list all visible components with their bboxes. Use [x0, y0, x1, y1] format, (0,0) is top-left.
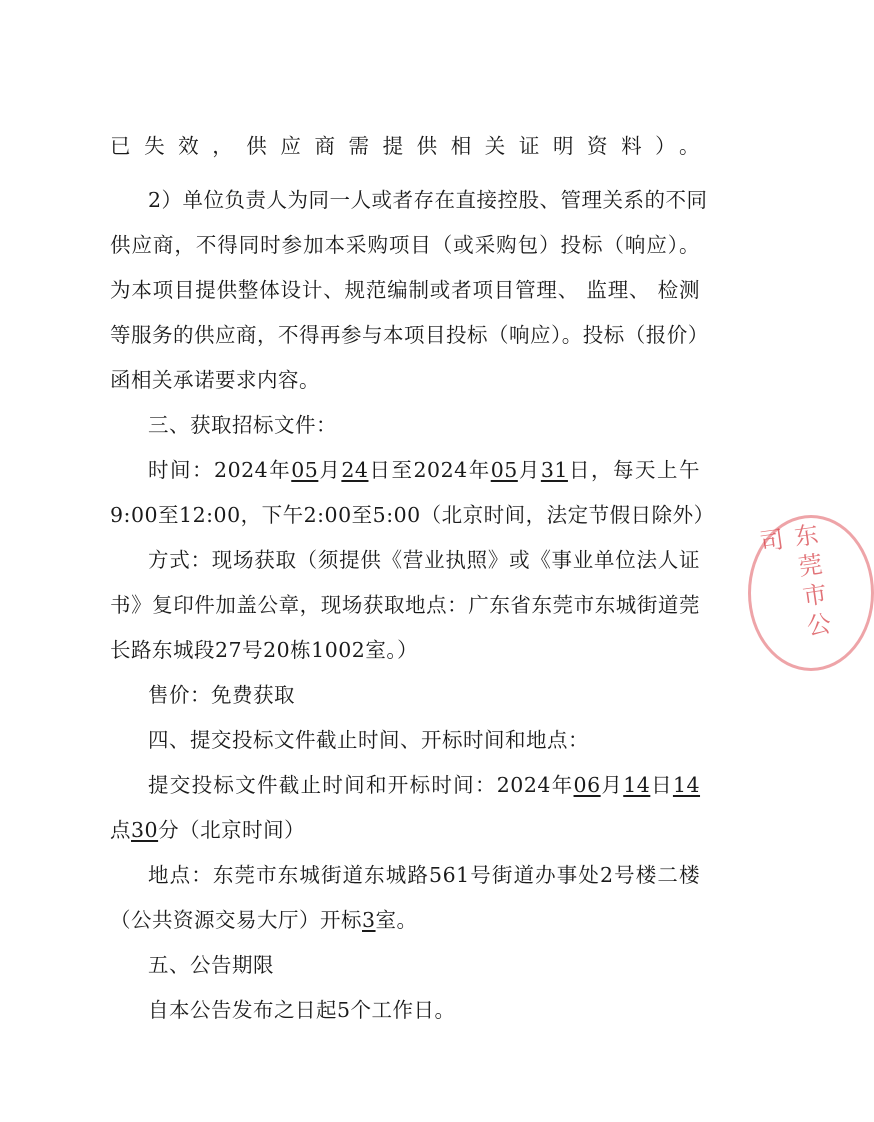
time-prefix: 时间：2024年 [148, 458, 292, 482]
section-heading: 三、获取招标文件： [148, 413, 337, 437]
paragraph-line: 自本公告发布之日起5个工作日。 [148, 998, 456, 1022]
paragraph-line: 书》复印件加盖公章，现场获取地点：广东省东莞市东城街道莞 [110, 593, 700, 617]
end-month: 05 [490, 458, 518, 482]
location-prefix: （公共资源交易大厅）开标 [110, 908, 362, 932]
paragraph-line: 9:00至12:00，下午2:00至5:00（北京时间，法定节假日除外） [110, 503, 715, 527]
hour-char: 点 [110, 818, 131, 842]
paragraph-line: 等服务的供应商，不得再参与本项目投标（响应）。投标（报价） [110, 323, 709, 347]
location-line-2 [110, 906, 700, 934]
deadline-line-2 [110, 816, 700, 844]
start-day: 24 [341, 458, 369, 482]
paragraph-line: 地点：东莞市东城街道东城路561号街道办事处2号楼二楼 [148, 863, 700, 887]
seal-text: 东莞市公司 [753, 521, 833, 645]
room-suffix: 室。 [375, 908, 418, 932]
section-heading: 四、提交投标文件截止时间、开标时间和地点： [148, 728, 589, 752]
day-to: 日至2024年 [368, 458, 491, 482]
acquisition-time-line [148, 456, 700, 484]
deadline-prefix: 提交投标文件截止时间和开标时间：2024年 [148, 773, 574, 797]
deadline-month: 06 [573, 773, 601, 797]
paragraph-line: 函相关承诺要求内容。 [110, 368, 320, 392]
paragraph-line: 长路东城段27号20栋1002室。） [110, 638, 419, 662]
price-line: 售价：免费获取 [148, 683, 295, 707]
deadline-line [148, 771, 700, 799]
month-char: 月 [600, 773, 624, 797]
minute-suffix: 分（北京时间） [158, 818, 306, 842]
paragraph-line: 供应商，不得同时参加本采购项目（或采购包）投标（响应）。 [110, 233, 700, 257]
deadline-minute: 30 [131, 818, 159, 842]
paragraph-line: 2）单位负责人为同一人或者存在直接控股、管理关系的不同 [148, 188, 708, 212]
paragraph-line: 为本项目提供整体设计、规范编制或者项目管理、 监理、 检测 [110, 278, 700, 302]
paragraph-line: 已失效，供应商需提供相关证明资料）。 [110, 134, 700, 158]
paragraph-line: 方式：现场获取（须提供《营业执照》或《事业单位法人证 [148, 548, 700, 572]
time-suffix: 日，每天上午 [567, 458, 701, 482]
end-day: 31 [540, 458, 568, 482]
official-seal [748, 515, 833, 665]
day-char: 日 [650, 773, 673, 797]
start-month: 05 [291, 458, 319, 482]
room-number: 3 [362, 908, 376, 932]
deadline-hour: 14 [672, 773, 701, 797]
month-char: 月 [318, 458, 342, 482]
section-heading: 五、公告期限 [148, 953, 274, 977]
month-char: 月 [517, 458, 541, 482]
deadline-day: 14 [623, 773, 651, 797]
